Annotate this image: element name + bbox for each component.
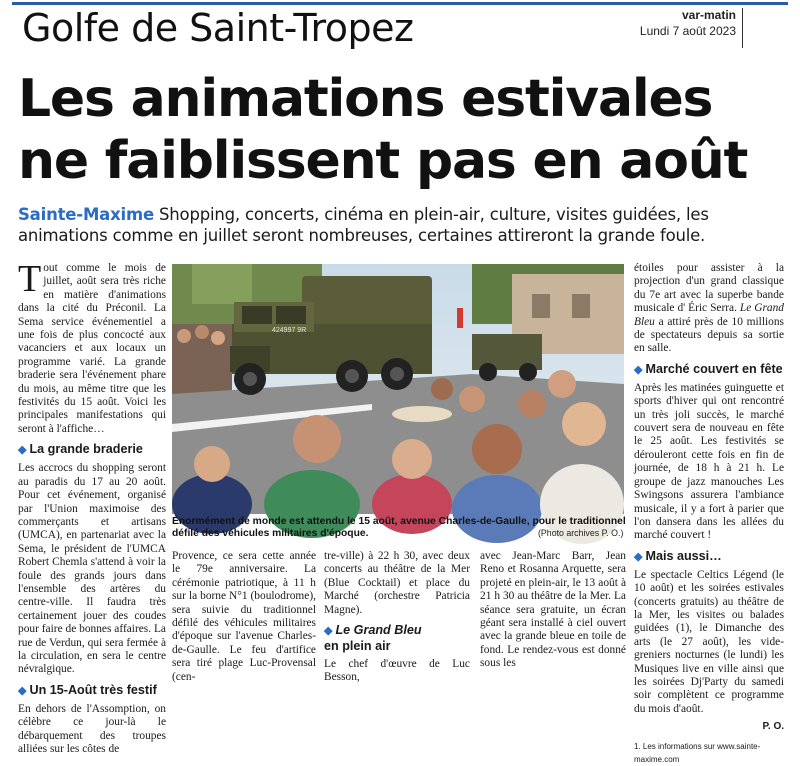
subhead-text: Un 15-Août très festif — [29, 682, 157, 697]
article-column-5 — [634, 262, 784, 766]
article-deck — [18, 204, 788, 246]
intro-text: out comme le mois de juillet, août sera très riche en matière d'animations dans la cité du Préconil. La Sema service événementiel a une fois de plus concocté aux vacanciers et aux locaux un programme varié. La grande braderie sera l'événement phare du mois, au même titre que les festivités du 15 août. Voici les principales manifestations qui seront à l'affiche… — [18, 262, 166, 435]
subhead-15-aout — [18, 683, 166, 699]
headline-line-1: Les animations estivales — [18, 69, 713, 129]
15-aout-continued: Provence, ce sera cette année le 79e anniversaire. La cérémonie patriotique, à 11 h sur la borne N°1 (boulodrome), sera suivie du traditionnel défilé des véhicules militaires d'époque sur l'avenue Charles-de-Gaulle. Le feu d'artifice sera tiré plage Luc-Provensal (cen- — [172, 550, 316, 683]
15-aout-paragraph: En dehors de l'Assomption, on célèbre ce jour-là le débarquement des troupes alliées sur les côtes de — [18, 702, 166, 755]
subhead-text: La grande braderie — [29, 442, 143, 457]
article-column-1 — [18, 258, 166, 756]
top-rule — [12, 2, 788, 5]
film-title: Le Grand Bleu — [634, 302, 784, 328]
subhead-braderie — [18, 442, 166, 458]
diamond-bullet-icon: ◆ — [634, 363, 643, 376]
deck-text: Shopping, concerts, cinéma en plein-air, culture, visites guidées, les animations comme en juillet seront nombreuses, certaines attireront la grande foule. — [18, 205, 709, 245]
deck-place: Sainte-Maxime — [18, 205, 154, 224]
drop-cap: T — [18, 258, 42, 300]
subhead-text: Marché couvert en fête — [645, 361, 783, 376]
headline-line-2: ne faiblissent pas en août — [18, 131, 748, 191]
diamond-bullet-icon: ◆ — [18, 684, 27, 697]
text-run: étoiles pour assister à la projection d'un grand classique du 7e art avec la superbe bande musicale d' Éric Serra. — [634, 262, 784, 315]
subhead-text: en plein air — [324, 639, 391, 654]
photo-caption: Énormément de monde est attendu le 15 août, avenue Charles-de-Gaulle, pour le traditionnel défilé des véhicules militaires d'époque. — [172, 516, 626, 540]
fireworks-paragraph: tre-ville) à 22 h 30, avec deux concerts au théâtre de la Mer (Blue Cocktail) et place du Marché (orchestre Patricia Magne). — [324, 550, 470, 616]
subhead-grand-bleu — [324, 623, 470, 654]
braderie-paragraph: Les accrocs du shopping seront au paradis du 17 au 20 août. Pour cet événement, organisé par l'Union maximoise des commerçants et artisans (UMCA), en partenariat avec la Sema, le président de l'UMCA Robert Chemla s'attend à voir la foule des grands jours dans l'ensemble des artères du centre-ville. Il faudra très certainement jouer des coudes pour faire de bonnes affaires. La rue de Verdun, qui sera fermée à la circulation, en sera le centre névralgique. — [18, 462, 166, 676]
masthead-divider — [742, 8, 743, 48]
article-column-4 — [480, 550, 626, 671]
subhead-marche-couvert — [634, 362, 784, 378]
article-column-3 — [324, 550, 470, 685]
mais-aussi-paragraph: Le spectacle Celtics Légend (le 10 août) et les soirées estivales (concerts gratuits) au théâtre de la Mer, les visites ou balades guidées (1), le Dimanche des arts (le 27 août), les vide-greniers nocturnes (le lundi) les Musiques live en ville ainsi que les soirées Dj'Party du samedi soir complètent ce programme du mois d'août. — [634, 568, 784, 715]
parade-photo-illustration — [172, 264, 624, 514]
subhead-text: Mais aussi… — [645, 548, 722, 563]
grand-bleu-conclusion — [634, 262, 784, 356]
diamond-bullet-icon: ◆ — [324, 625, 333, 638]
newspaper-brand: var-matin — [681, 8, 736, 22]
section-rubric: Golfe de Saint-Tropez — [22, 6, 414, 50]
article-headline — [18, 68, 788, 192]
marche-paragraph: Après les matinées guinguette et sports d'hiver qui ont rencontré un très joli succès, le marché couvert sera de nouveau en fête le 25 août. Les festivités se dérouleront cette fois en fin de journée, de 18 h à 21 h. Le groupe de jazz manouches Les Swingsons assurera l'ambiance musicale, il y a fort à parier que l'on dansera dans les allées du marché couvert ! — [634, 381, 784, 542]
truck-plate: 424997 9R — [272, 327, 307, 334]
subhead-title-italic: Le Grand Bleu — [335, 623, 422, 638]
subhead-mais-aussi — [634, 549, 784, 565]
grand-bleu-continued: avec Jean-Marc Barr, Jean Reno et Rosanna Arquette, sera projeté en plein-air, le 13 août à 21 h 30 au théâtre de la Mer. La séance sera gratuite, un écran géant sera installé à ciel ouvert avec la grande bleue en toile de fond. Le rendez-vous est donné sous les — [480, 550, 626, 670]
intro-paragraph — [18, 258, 166, 436]
text-run: a attiré près de 10 millions de spectateurs depuis sa sortie en salle. — [634, 315, 784, 355]
issue-date: Lundi 7 août 2023 — [639, 24, 736, 38]
article-column-2 — [172, 550, 316, 684]
diamond-bullet-icon: ◆ — [634, 550, 643, 563]
footnote: 1. Les informations sur www.sainte-maxime.com — [634, 741, 761, 764]
photo-credit: (Photo archives P. O.) — [538, 528, 624, 538]
diamond-bullet-icon: ◆ — [18, 444, 27, 457]
article-photo — [172, 264, 624, 514]
author-signature: P. O. — [762, 721, 784, 733]
masthead — [640, 8, 736, 38]
grand-bleu-paragraph: Le chef d'œuvre de Luc Besson, — [324, 658, 470, 684]
